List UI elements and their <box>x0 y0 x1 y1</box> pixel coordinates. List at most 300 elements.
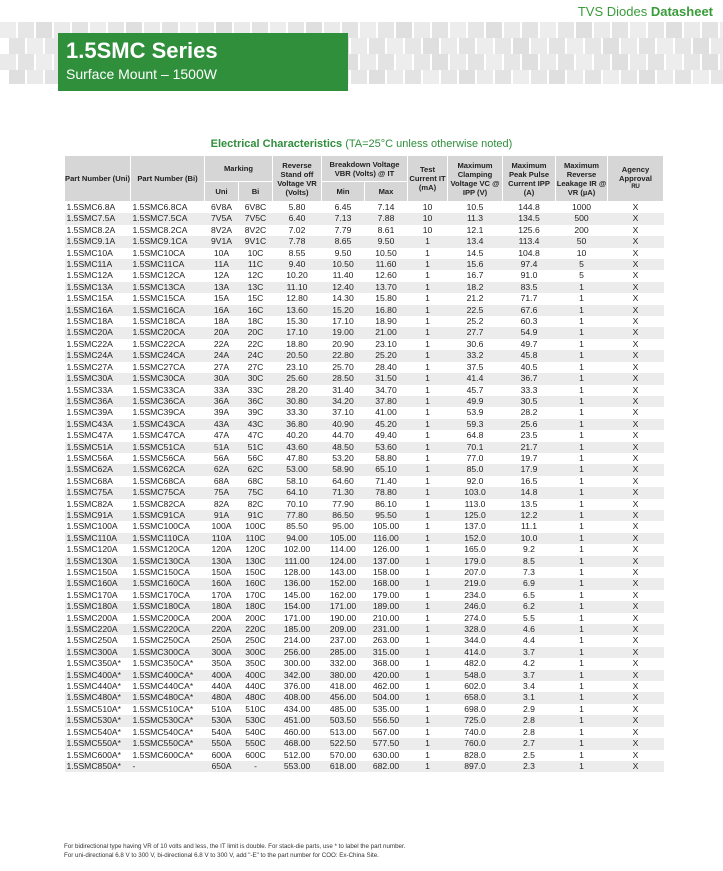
cell-marking-bi: 120C <box>245 544 266 555</box>
table-row <box>65 248 664 259</box>
cell-marking-uni: 200A <box>211 612 232 623</box>
cell-part-bi: 1.5SMC62CA <box>131 464 205 475</box>
cell-agency: X <box>632 316 639 327</box>
cell-peak-pulse: 25.6 <box>503 419 556 430</box>
cell-marking-uni: 20A <box>205 327 239 338</box>
cell-standoff: 6.40 <box>273 213 322 224</box>
table-row <box>65 373 664 384</box>
cell-standoff: 342.00 <box>273 670 322 681</box>
cell-part-uni: 1.5SMC250A <box>66 635 118 646</box>
cell-test-current: 1 <box>408 715 448 726</box>
cell-part-bi: 1.5SMC56CA <box>132 452 186 463</box>
cell-test-current: 1 <box>408 761 448 772</box>
cell-test-current: 1 <box>408 510 448 521</box>
cell-test-current: 1 <box>408 601 448 612</box>
col-header-breakdown: Breakdown Voltage VBR (Volts) @ IT <box>322 156 408 182</box>
cell-marking-bi: 6V8C <box>244 202 267 212</box>
cell-test-current: 1 <box>425 452 430 463</box>
cell-test-current: 1 <box>408 373 448 384</box>
cell-agency: X <box>608 487 664 498</box>
cell-part-uni: 1.5SMC480A* <box>65 692 131 703</box>
cell-bd-min: 285.00 <box>322 647 365 658</box>
cell-agency: X <box>608 738 664 749</box>
cell-part-uni: 1.5SMC75A <box>65 487 131 498</box>
cell-bd-max: 630.00 <box>372 749 400 760</box>
pattern-square <box>423 70 439 84</box>
cell-marking-bi: 170C <box>245 589 266 600</box>
cell-bd-min: 105.00 <box>322 533 365 544</box>
table-title-condition: (TA=25°C unless otherwise noted) <box>345 138 513 150</box>
cell-bd-min: 522.50 <box>322 738 365 749</box>
cell-peak-pulse: 2.8 <box>503 715 556 726</box>
cell-clamping: 137.0 <box>464 521 486 532</box>
cell-standoff: 23.10 <box>286 361 308 372</box>
cell-peak-pulse: 40.5 <box>520 361 538 372</box>
cell-peak-pulse: 113.4 <box>503 236 556 247</box>
cell-bd-min: 9.50 <box>334 247 352 258</box>
cell-part-uni: 1.5SMC39A <box>66 407 113 418</box>
cell-marking-bi: 150C <box>245 567 266 577</box>
cell-bd-max: 179.00 <box>372 589 400 600</box>
cell-marking-uni: 75A <box>205 487 239 498</box>
cell-clamping: 18.2 <box>448 282 503 293</box>
table-row <box>65 556 664 567</box>
cell-peak-pulse: 16.5 <box>520 475 538 486</box>
cell-part-bi: 1.5SMC130CA <box>131 556 205 567</box>
cell-clamping: 219.0 <box>448 578 503 589</box>
cell-marking-bi: 250C <box>245 635 266 646</box>
cell-marking-uni: 39A <box>213 407 230 418</box>
table-row <box>65 339 664 350</box>
cell-bd-max: 7.88 <box>365 213 408 224</box>
cell-peak-pulse: 49.7 <box>520 338 538 349</box>
cell-leakage: 1 <box>556 624 608 635</box>
pattern-square <box>639 38 655 54</box>
cell-marking-bi: 350C <box>245 658 266 669</box>
pattern-square <box>513 38 529 54</box>
cell-clamping: 740.0 <box>464 726 486 737</box>
pattern-square <box>450 54 466 70</box>
cell-part-bi: 1.5SMC18CA <box>132 316 186 327</box>
cell-test-current: 1 <box>408 464 448 475</box>
pattern-square <box>396 22 412 38</box>
cell-part-uni: 1.5SMC51A <box>65 442 131 453</box>
cell-part-bi: 1.5SMC30CA <box>131 373 205 384</box>
cell-bd-min: 86.50 <box>322 510 365 521</box>
cell-clamping: 15.6 <box>448 259 503 270</box>
cell-test-current: 1 <box>425 749 430 760</box>
cell-marking-bi: 68C <box>247 475 264 486</box>
cell-part-uni: 1.5SMC400A* <box>65 670 131 681</box>
cell-part-bi: 1.5SMC16CA <box>131 305 205 316</box>
table-row <box>65 327 664 338</box>
cell-test-current: 1 <box>425 430 430 441</box>
table-row <box>65 647 664 658</box>
brand-text: TVS Diodes <box>577 4 648 19</box>
cell-bd-min: 456.00 <box>322 692 365 703</box>
cell-test-current: 1 <box>425 544 430 555</box>
pattern-square <box>369 70 385 84</box>
cell-bd-min: 14.30 <box>332 293 354 304</box>
cell-part-bi: 1.5SMC13CA <box>131 282 205 293</box>
series-title: 1.5SMC Series <box>66 38 218 63</box>
cell-clamping: 30.6 <box>466 338 484 349</box>
cell-marking-bi: 75C <box>239 487 273 498</box>
cell-bd-min: 570.00 <box>329 749 357 760</box>
cell-agency: X <box>608 419 664 430</box>
pattern-square <box>567 70 583 84</box>
cell-part-bi: 1.5SMC6.8CA <box>132 202 188 212</box>
cell-part-bi: 1.5SMC250CA <box>132 635 190 646</box>
pattern-square <box>369 38 385 54</box>
cell-bd-max: 16.80 <box>365 305 408 316</box>
cell-bd-min: 143.00 <box>329 567 357 577</box>
cell-standoff: 468.00 <box>273 738 322 749</box>
cell-part-uni: 1.5SMC350A* <box>66 658 121 669</box>
cell-peak-pulse: 33.3 <box>520 384 538 395</box>
pattern-square <box>675 38 691 54</box>
cell-leakage: 1 <box>556 327 608 338</box>
table-row <box>65 305 664 316</box>
cell-leakage: 1000 <box>571 202 592 212</box>
cell-marking-uni: 220A <box>205 624 239 635</box>
cell-part-bi: 1.5SMC10CA <box>132 247 186 258</box>
cell-peak-pulse: 8.5 <box>503 556 556 567</box>
cell-part-bi: 1.5SMC75CA <box>131 487 205 498</box>
cell-marking-bi: 8V2C <box>244 224 267 235</box>
cell-marking-uni: 51A <box>205 442 239 453</box>
cell-agency: X <box>608 601 664 612</box>
cell-marking-uni: 120A <box>211 544 232 555</box>
cell-marking-uni: 24A <box>205 350 239 361</box>
cell-clamping: 22.5 <box>448 305 503 316</box>
cell-test-current: 1 <box>425 635 430 646</box>
cell-leakage: 1 <box>556 464 608 475</box>
cell-agency: X <box>608 236 664 247</box>
cell-leakage: 1 <box>579 612 584 623</box>
cell-peak-pulse: 19.7 <box>520 452 538 463</box>
pattern-square <box>621 70 637 84</box>
cell-marking-uni: 47A <box>213 430 230 441</box>
table-row <box>65 761 664 772</box>
cell-standoff: 145.00 <box>283 589 311 600</box>
cell-bd-min: 20.90 <box>332 338 354 349</box>
cell-marking-uni: 16A <box>205 305 239 316</box>
cell-part-uni: 1.5SMC18A <box>66 316 113 327</box>
cell-part-bi: 1.5SMC400CA* <box>131 670 205 681</box>
col-header-bd-max: Max <box>365 182 408 202</box>
cell-marking-uni: 91A <box>205 510 239 521</box>
cell-peak-pulse: 2.9 <box>523 703 535 714</box>
cell-test-current: 1 <box>408 327 448 338</box>
cell-part-uni: 1.5SMC9.1A <box>65 236 131 247</box>
cell-bd-min: 513.00 <box>329 726 357 737</box>
cell-bd-max: 28.40 <box>375 361 397 372</box>
cell-part-uni: 1.5SMC530A* <box>65 715 131 726</box>
cell-marking-uni: 600A <box>211 749 232 760</box>
cell-test-current: 1 <box>425 612 430 623</box>
pattern-square <box>441 38 457 54</box>
pattern-square <box>450 22 466 38</box>
cell-marking-uni: 22A <box>213 338 230 349</box>
cell-marking-bi: 200C <box>245 612 266 623</box>
pattern-square <box>639 70 655 84</box>
cell-bd-min: 25.70 <box>332 361 354 372</box>
cell-marking-uni: 180A <box>205 601 239 612</box>
cell-bd-max: 105.00 <box>372 521 400 532</box>
col-header-leakage: Maximum Reverse Leakage IR @ VR (µA) <box>556 156 608 202</box>
pattern-square <box>630 54 646 70</box>
cell-part-bi: 1.5SMC350CA* <box>132 658 194 669</box>
cell-agency: X <box>632 635 639 646</box>
cell-marking-bi: 100C <box>245 521 266 532</box>
cell-test-current: 1 <box>408 282 448 293</box>
cell-leakage: 1 <box>579 726 584 737</box>
cell-clamping: 828.0 <box>464 749 486 760</box>
cell-peak-pulse: 30.5 <box>503 396 556 407</box>
cell-bd-max: 8.61 <box>377 224 395 235</box>
cell-marking-uni: 15A <box>213 293 230 304</box>
cell-clamping: 246.0 <box>448 601 503 612</box>
cell-part-bi: 1.5SMC480CA* <box>131 692 205 703</box>
cell-clamping: 12.1 <box>466 224 484 235</box>
cell-bd-min: 380.00 <box>322 670 365 681</box>
cell-marking-bi: 510C <box>245 703 266 714</box>
cell-peak-pulse: 3.7 <box>503 670 556 681</box>
cell-leakage: 1 <box>579 407 584 418</box>
cell-leakage: 1 <box>556 715 608 726</box>
cell-bd-min: 11.40 <box>332 270 354 281</box>
cell-standoff: 128.00 <box>283 567 311 577</box>
pattern-square <box>360 22 376 38</box>
cell-marking-bi: 47C <box>247 430 264 441</box>
cell-part-bi: 1.5SMC510CA* <box>132 703 194 714</box>
cell-part-uni: 1.5SMC36A <box>65 396 131 407</box>
cell-bd-max: 31.50 <box>365 373 408 384</box>
cell-part-bi: 1.5SMC43CA <box>131 419 205 430</box>
cell-leakage: 1 <box>556 373 608 384</box>
col-header-bd-min: Min <box>322 182 365 202</box>
cell-bd-max: 25.20 <box>365 350 408 361</box>
cell-clamping: 698.0 <box>464 703 486 714</box>
cell-part-bi: 1.5SMC440CA* <box>132 681 194 692</box>
table-row <box>65 225 664 236</box>
table-row <box>65 453 664 464</box>
cell-marking-bi: 33C <box>247 384 264 395</box>
cell-bd-max: 65.10 <box>365 464 408 475</box>
cell-clamping: 49.9 <box>448 396 503 407</box>
cell-leakage: 1 <box>579 430 584 441</box>
pattern-square <box>657 38 673 54</box>
table-row <box>65 727 664 738</box>
cell-marking-bi: 12C <box>247 270 264 281</box>
cell-part-uni: 1.5SMC110A <box>65 533 131 544</box>
cell-agency: X <box>632 521 639 532</box>
cell-clamping: 113.0 <box>464 498 486 509</box>
cell-marking-bi: 20C <box>239 327 273 338</box>
cell-part-bi: 1.5SMC170CA <box>132 589 190 600</box>
cell-clamping: 897.0 <box>448 761 503 772</box>
cell-marking-bi: 110C <box>239 533 273 544</box>
cell-bd-min: 53.20 <box>332 452 354 463</box>
cell-standoff: 434.00 <box>283 703 311 714</box>
cell-clamping: 344.0 <box>464 635 486 646</box>
cell-bd-max: 37.80 <box>365 396 408 407</box>
cell-marking-uni: 6V8A <box>210 202 233 212</box>
cell-part-uni: 1.5SMC68A <box>66 475 113 486</box>
cell-standoff: 9.40 <box>273 259 322 270</box>
pattern-square <box>351 70 367 84</box>
cell-part-bi: 1.5SMC160CA <box>131 578 205 589</box>
cell-peak-pulse: 6.5 <box>523 589 535 600</box>
cell-marking-bi: 82C <box>247 498 264 509</box>
cell-marking-bi: 300C <box>239 647 273 658</box>
table-row <box>65 750 664 761</box>
cell-clamping: 70.1 <box>448 442 503 453</box>
cell-agency: X <box>632 589 639 600</box>
cell-bd-min: 40.90 <box>322 419 365 430</box>
cell-marking-uni: 68A <box>213 475 230 486</box>
cell-standoff: 53.00 <box>273 464 322 475</box>
table-row <box>65 396 664 407</box>
cell-leakage: 1 <box>579 544 584 555</box>
cell-clamping: 85.0 <box>448 464 503 475</box>
cell-part-bi: 1.5SMC36CA <box>131 396 205 407</box>
pattern-square <box>612 22 628 38</box>
cell-bd-max: 86.10 <box>375 498 397 509</box>
cell-peak-pulse: 4.6 <box>503 624 556 635</box>
cell-agency: X <box>632 430 639 441</box>
cell-part-bi: 1.5SMC7.5CA <box>131 213 205 224</box>
pattern-square <box>594 22 610 38</box>
col-header-part-uni: Part Number (Uni) <box>65 156 131 202</box>
pattern-square <box>351 38 367 54</box>
cell-test-current: 1 <box>408 556 448 567</box>
cell-marking-bi: 550C <box>239 738 273 749</box>
cell-marking-bi: 56C <box>247 452 264 463</box>
pattern-square <box>414 54 430 70</box>
cell-part-bi: 1.5SMC39CA <box>132 407 186 418</box>
cell-marking-bi: 480C <box>239 692 273 703</box>
cell-standoff: 47.80 <box>286 452 308 463</box>
cell-marking-uni: 27A <box>213 361 230 372</box>
col-header-test-current: Test Current IT (mA) <box>408 156 448 202</box>
footnotes <box>64 842 405 860</box>
table-row <box>65 430 664 441</box>
cell-clamping: 725.0 <box>448 715 503 726</box>
cell-part-uni: 1.5SMC200A <box>66 612 118 623</box>
cell-agency: X <box>632 270 639 281</box>
cell-test-current: 1 <box>408 533 448 544</box>
cell-agency: X <box>632 498 639 509</box>
cell-marking-bi: 7V5C <box>239 213 273 224</box>
cell-standoff: 13.60 <box>273 305 322 316</box>
cell-marking-uni: 30A <box>205 373 239 384</box>
cell-agency: X <box>632 202 639 212</box>
pattern-square <box>432 22 448 38</box>
pattern-square <box>675 70 691 84</box>
cell-test-current: 1 <box>425 703 430 714</box>
cell-peak-pulse: 45.8 <box>503 350 556 361</box>
cell-marking-uni: 350A <box>211 658 232 669</box>
cell-bd-min: 114.00 <box>330 544 356 555</box>
pattern-square <box>477 38 493 54</box>
cell-test-current: 1 <box>425 338 430 349</box>
cell-leakage: 1 <box>556 601 608 612</box>
cell-marking-bi: 24C <box>239 350 273 361</box>
cell-standoff: 70.10 <box>286 498 308 509</box>
table-row <box>65 202 664 214</box>
cell-standoff: 102.00 <box>283 544 311 555</box>
pattern-square <box>495 70 511 84</box>
cell-marking-uni: 550A <box>205 738 239 749</box>
cell-part-bi: 1.5SMC12CA <box>132 270 186 281</box>
cell-agency: X <box>632 475 639 486</box>
cell-peak-pulse: 23.5 <box>520 430 538 441</box>
cell-test-current: 1 <box>408 624 448 635</box>
cell-bd-min: 8.65 <box>322 236 365 247</box>
cell-part-uni: 1.5SMC62A <box>65 464 131 475</box>
cell-test-current: 1 <box>425 384 430 395</box>
cell-part-uni: 1.5SMC8.2A <box>66 224 116 235</box>
ul-recognized-icon: ᴿᵁ <box>631 182 640 192</box>
cell-clamping: 10.5 <box>466 202 484 212</box>
table-row <box>65 407 664 418</box>
table-title-prefix: Electrical Characteristics <box>210 138 343 150</box>
cell-part-bi: 1.5SMC220CA <box>131 624 205 635</box>
cell-bd-max: 41.00 <box>375 407 397 418</box>
cell-peak-pulse: 2.8 <box>523 726 535 737</box>
table-row <box>65 213 664 224</box>
cell-part-bi: 1.5SMC11CA <box>131 259 205 270</box>
cell-leakage: 1 <box>556 670 608 681</box>
pattern-square <box>360 54 376 70</box>
cell-leakage: 1 <box>579 498 584 509</box>
cell-bd-min: 503.50 <box>322 715 365 726</box>
pattern-square <box>540 54 556 70</box>
cell-part-uni: 1.5SMC20A <box>65 327 131 338</box>
cell-bd-min: 418.00 <box>329 681 357 692</box>
table-row <box>65 236 664 247</box>
cell-part-uni: 1.5SMC540A* <box>66 726 121 737</box>
cell-part-bi: 1.5SMC120CA <box>132 544 190 555</box>
cell-standoff: 43.60 <box>273 442 322 453</box>
cell-bd-max: 12.60 <box>375 270 397 281</box>
pattern-square <box>18 54 34 70</box>
cell-peak-pulse: 11.1 <box>520 521 538 532</box>
cell-leakage: 1 <box>556 419 608 430</box>
pattern-square <box>405 38 421 54</box>
cell-clamping: 37.5 <box>466 361 484 372</box>
cell-peak-pulse: 6.9 <box>503 578 556 589</box>
cell-peak-pulse: 7.3 <box>523 567 535 577</box>
pattern-square <box>603 38 619 54</box>
cell-marking-uni: 56A <box>213 452 230 463</box>
col-header-part-bi: Part Number (Bi) <box>131 156 205 202</box>
cell-clamping: 59.3 <box>448 419 503 430</box>
cell-bd-max: 577.50 <box>365 738 408 749</box>
cell-leakage: 200 <box>574 224 589 235</box>
pattern-square <box>567 38 583 54</box>
doc-header-label <box>578 4 713 19</box>
cell-agency: X <box>632 658 639 669</box>
cell-bd-max: 18.90 <box>375 316 397 327</box>
cell-clamping: 64.8 <box>466 430 484 441</box>
cell-test-current: 1 <box>408 236 448 247</box>
cell-agency: X <box>608 305 664 316</box>
cell-leakage: 1 <box>579 384 584 395</box>
table-row <box>65 578 664 589</box>
